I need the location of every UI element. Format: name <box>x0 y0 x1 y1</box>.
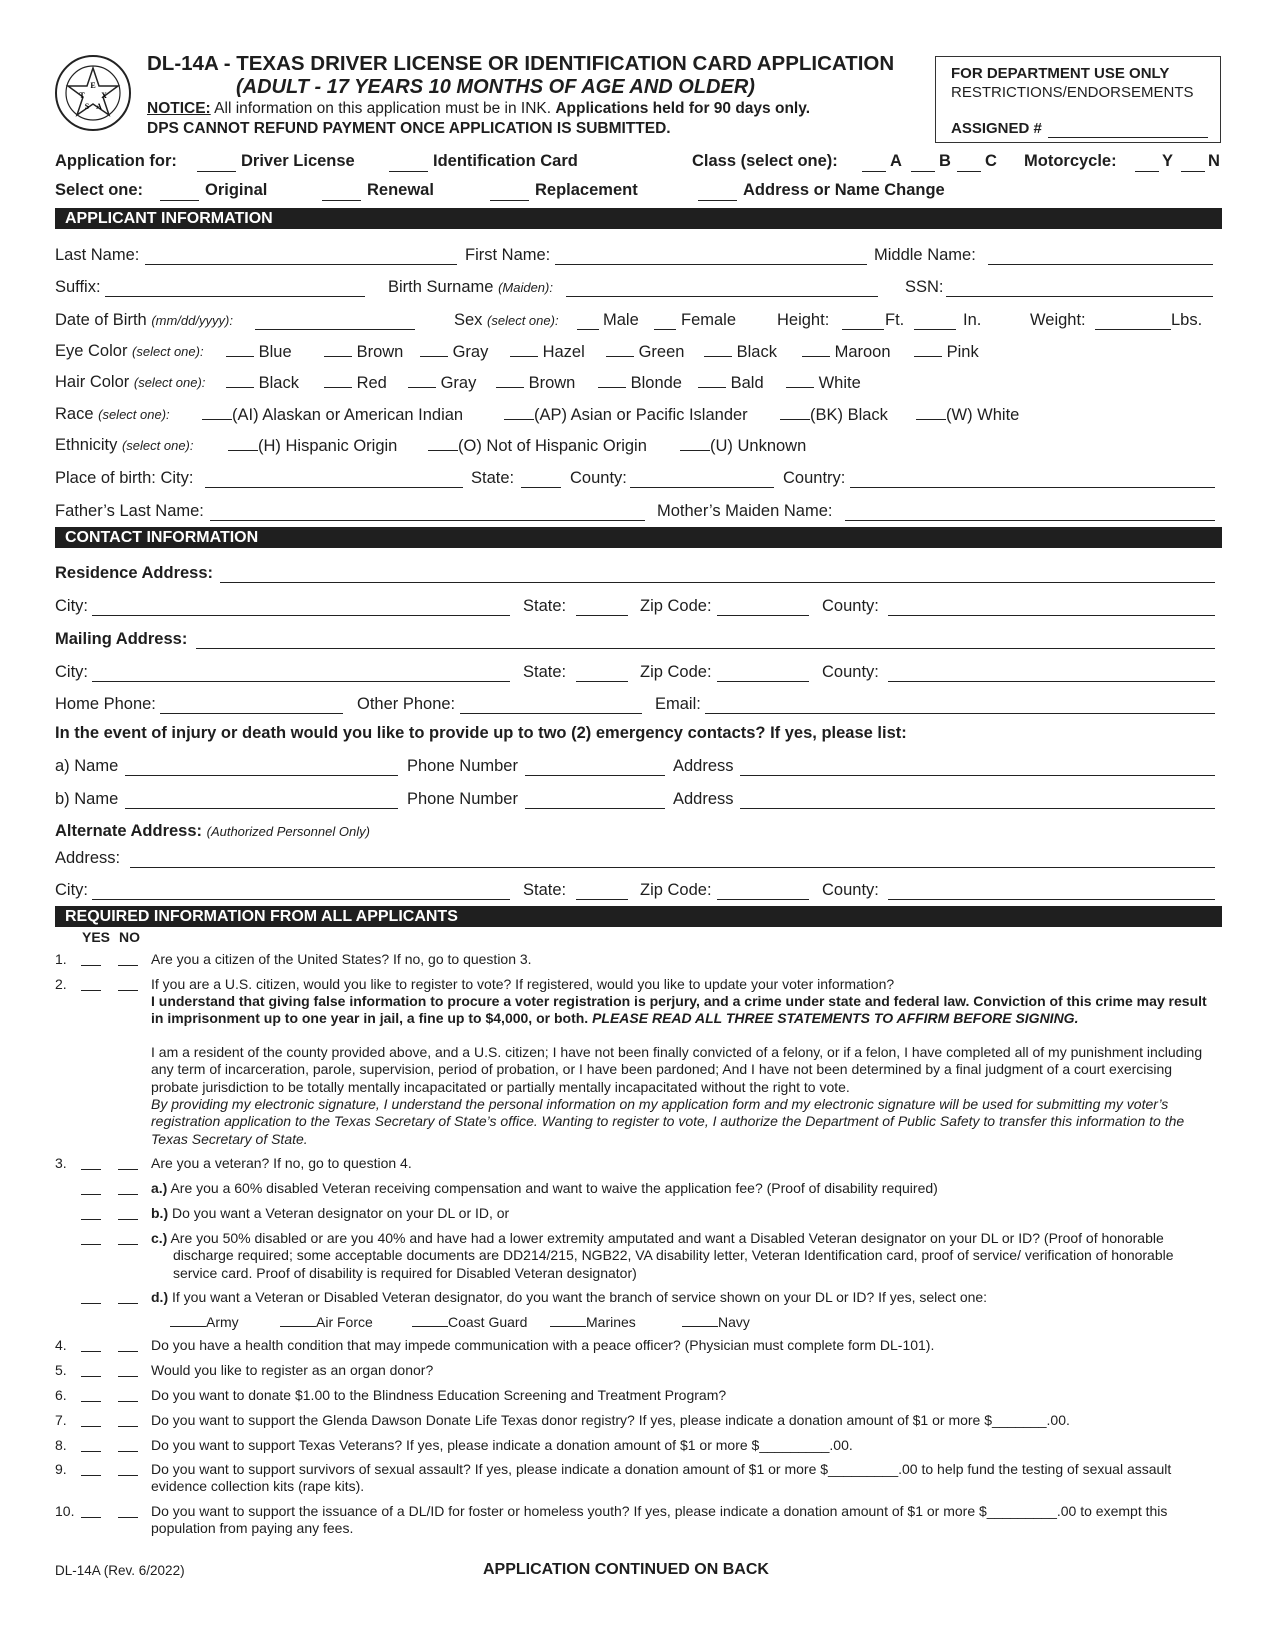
eye-green-check[interactable] <box>606 342 634 357</box>
ethnicity-row <box>55 436 194 455</box>
eye-hazel-check[interactable] <box>510 342 538 357</box>
contact-b-address-field[interactable] <box>740 791 1215 809</box>
driver-license-label: Driver License <box>241 152 355 170</box>
residence-field[interactable] <box>220 565 1215 583</box>
contact-a-phone-field[interactable] <box>525 758 665 776</box>
q5-text: Would you like to register as an organ donor? <box>151 1362 434 1378</box>
height-label: Height: <box>777 311 830 329</box>
q2-warning-italic: PLEASE READ ALL THREE STATEMENTS TO AFFIRM BEFORE SIGNING. <box>592 1010 1079 1027</box>
alt-address-field[interactable] <box>130 850 1215 868</box>
dob-label <box>55 311 233 330</box>
q2-esignature-statement: By providing my electronic signature, I understand the personal information on my application form and my electronic signature will be used for submitting my voter’s registration application to the Texas Secretary of State’s office. Wanting to register to vote, I authorize the Department of Public Safety to transfer this information to the Texas Secretary of State. <box>151 1096 1185 1147</box>
q3a-yes[interactable] <box>81 1180 101 1195</box>
q2-residency-statement: I am a resident of the county provided above, and a U.S. citizen; I have not been finally convicted of a felony, or if a felon, I have completed all of my punishment including any term of incarceration, parole, supervision, period of probation, or I have been pardoned; And I have not been determined by a final judgment of a court exercising probate jurisdiction to be totally mentally incapacitated or partially mentally incapacitated without the right to vote. <box>151 1044 1203 1095</box>
branch-option: Army <box>206 1314 239 1330</box>
q8-number: 8. <box>55 1437 67 1453</box>
contact-b-name-label: b) Name <box>55 790 119 808</box>
q3c-yes[interactable] <box>81 1230 101 1245</box>
eye-option: Hazel <box>542 343 585 361</box>
mail-county-label: County: <box>822 663 879 681</box>
ft-label: Ft. <box>885 311 905 329</box>
q3b-text <box>151 1205 1211 1222</box>
alt-address-note: (Authorized Personnel Only) <box>206 824 370 839</box>
hair-option: White <box>818 374 861 392</box>
q9-text: Do you want to support survivors of sexual assault? If yes, please indicate a donation amount of $1 or more $_________.00 to help fund the testing of sexual assault evidence collection kits (rape kits). <box>151 1461 1172 1495</box>
replacement-check[interactable] <box>490 183 529 201</box>
q2-warning <box>151 993 1211 1028</box>
notice-line <box>147 100 810 118</box>
assigned-line <box>1048 120 1208 138</box>
q3-no[interactable] <box>118 1155 138 1170</box>
hair-bald-check[interactable] <box>698 373 726 388</box>
hair-white-check[interactable] <box>786 373 814 388</box>
last-name-field[interactable] <box>145 247 457 265</box>
mail-county-field[interactable] <box>888 664 1215 682</box>
form-subtitle: (ADULT - 17 YEARS 10 MONTHS OF AGE AND OLDER) <box>236 76 755 98</box>
q9-yes[interactable] <box>81 1461 101 1476</box>
suffix-label: Suffix: <box>55 278 101 296</box>
eye-option: Brown <box>356 343 404 361</box>
hair-option: Black <box>258 374 299 392</box>
race-option: (W) White <box>946 406 1020 424</box>
race-ai-check[interactable] <box>202 405 232 420</box>
class-a-label: A <box>890 152 902 170</box>
dept-restrictions: RESTRICTIONS/ENDORSEMENTS <box>951 84 1194 101</box>
q10-number: 10. <box>55 1503 75 1519</box>
q3b-label: b.) <box>151 1205 169 1221</box>
q10-yes[interactable] <box>81 1503 101 1518</box>
home-phone-label: Home Phone: <box>55 695 156 713</box>
first-name-label: First Name: <box>465 246 551 264</box>
mailing-field[interactable] <box>196 631 1215 649</box>
contact-a-name-field[interactable] <box>125 758 398 776</box>
applicant-section-header: APPLICANT INFORMATION <box>55 208 1222 229</box>
alt-zip-label: Zip Code: <box>640 881 712 899</box>
hair-select-note: (select one): <box>133 375 206 390</box>
res-state-field[interactable] <box>576 598 628 616</box>
select-one-label: Select one: <box>55 181 144 199</box>
class-b-check[interactable] <box>911 154 935 172</box>
race-option: (AI) Alaskan or American Indian <box>232 406 464 424</box>
mail-zip-label: Zip Code: <box>640 663 712 681</box>
first-name-field[interactable] <box>555 247 867 265</box>
res-zip-label: Zip Code: <box>640 597 712 615</box>
hair-option: Gray <box>440 374 477 392</box>
q3a-no[interactable] <box>118 1180 138 1195</box>
race-w-check[interactable] <box>916 405 946 420</box>
pob-county-label: County: <box>570 469 627 487</box>
moto-n-check[interactable] <box>1181 154 1205 172</box>
alt-zip-field[interactable] <box>717 882 809 900</box>
ethnicity-select-note: (select one): <box>121 438 194 453</box>
alt-address-row <box>55 822 370 841</box>
q7-no[interactable] <box>118 1412 138 1427</box>
father-label: Father’s Last Name: <box>55 502 204 520</box>
q3-yes[interactable] <box>81 1155 101 1170</box>
eye-maroon-check[interactable] <box>802 342 830 357</box>
height-ft-field[interactable] <box>842 312 884 330</box>
pob-state-label: State: <box>471 469 515 487</box>
yes-column-header: YES <box>82 929 111 945</box>
q5-yes[interactable] <box>81 1362 101 1377</box>
dept-use-title: FOR DEPARTMENT USE ONLY <box>951 65 1170 82</box>
mail-city-label: City: <box>55 663 88 681</box>
svg-text:S: S <box>84 102 90 111</box>
q5-no[interactable] <box>118 1362 138 1377</box>
lbs-label: Lbs. <box>1171 311 1203 329</box>
q4-number: 4. <box>55 1337 67 1353</box>
eye-option: Green <box>638 343 685 361</box>
alt-county-label: County: <box>822 881 879 899</box>
q8-text: Do you want to support Texas Veterans? If yes, please indicate a donation amount of $1 or more $_________.00. <box>151 1437 853 1453</box>
q2-no[interactable] <box>118 976 138 991</box>
continued-notice: APPLICATION CONTINUED ON BACK <box>483 1561 769 1578</box>
alt-address-label: Alternate Address: <box>55 822 203 840</box>
mail-state-label: State: <box>523 663 567 681</box>
mother-label: Mother’s Maiden Name: <box>657 502 833 520</box>
q3b-no[interactable] <box>118 1205 138 1220</box>
hair-option: Brown <box>528 374 576 392</box>
race-ap-check[interactable] <box>504 405 534 420</box>
seal-icon <box>54 54 132 132</box>
contact-b-phone-field[interactable] <box>525 791 665 809</box>
eye-color-row <box>55 342 204 361</box>
hair-color-label: Hair Color <box>55 373 130 391</box>
q8-no[interactable] <box>118 1437 138 1452</box>
pob-city-field[interactable] <box>205 470 463 488</box>
birth-surname-field[interactable] <box>566 279 878 297</box>
hair-option: Bald <box>730 374 764 392</box>
maiden-text: (Maiden): <box>498 280 553 295</box>
q6-no[interactable] <box>118 1387 138 1402</box>
pob-country-label: Country: <box>783 469 846 487</box>
eye-gray-check[interactable] <box>420 342 448 357</box>
branch-marines-check[interactable] <box>550 1313 586 1327</box>
q7-text: Do you want to support the Glenda Dawson Donate Life Texas donor registry? If yes, please indicate a donation amount of $1 or more $_______.00. <box>151 1412 1070 1428</box>
dept-use-box <box>935 56 1221 143</box>
q7-yes[interactable] <box>81 1412 101 1427</box>
pob-state-field[interactable] <box>521 470 561 488</box>
class-a-check[interactable] <box>862 154 886 172</box>
middle-name-label: Middle Name: <box>874 246 976 264</box>
race-row <box>55 405 170 424</box>
class-c-label: C <box>985 152 997 170</box>
q1-no[interactable] <box>118 951 138 966</box>
hair-black-check[interactable] <box>226 373 254 388</box>
contact-b-phone-label: Phone Number <box>407 790 518 808</box>
dob-format: (mm/dd/yyyy): <box>151 313 233 328</box>
ssn-field[interactable] <box>946 279 1213 297</box>
q4-yes[interactable] <box>81 1337 101 1352</box>
branch-army-check[interactable] <box>170 1313 206 1327</box>
eye-option: Blue <box>258 343 292 361</box>
notice-text: All information on this application must be in INK. <box>210 100 556 117</box>
q2-warning-text: I understand that giving false information to procure a voter registration is perjury, and a crime under state and federal law. Conviction of this crime may result in imprisonment up to one year in jail, a fine up to $4,000, or both. <box>151 993 1207 1027</box>
last-name-label: Last Name: <box>55 246 140 264</box>
refund-notice: DPS CANNOT REFUND PAYMENT ONCE APPLICATION IS SUBMITTED. <box>147 120 671 137</box>
class-label: Class (select one): <box>692 152 838 170</box>
motorcycle-label: Motorcycle: <box>1024 152 1117 170</box>
branch-navy-check[interactable] <box>682 1313 718 1327</box>
other-phone-field[interactable] <box>460 696 642 714</box>
alt-county-field[interactable] <box>888 882 1215 900</box>
form-revision: DL-14A (Rev. 6/2022) <box>55 1563 185 1578</box>
svg-text:E: E <box>90 81 96 90</box>
suffix-field[interactable] <box>105 279 365 297</box>
contact-b-name-field[interactable] <box>125 791 398 809</box>
eth-u-check[interactable] <box>680 436 710 451</box>
q3d-text <box>151 1289 1211 1306</box>
q6-number: 6. <box>55 1387 67 1403</box>
res-state-label: State: <box>523 597 567 615</box>
class-c-check[interactable] <box>957 154 981 172</box>
q3c-text <box>151 1230 1211 1282</box>
eye-option: Pink <box>946 343 979 361</box>
q3a-text <box>151 1180 1211 1197</box>
eye-select-note: (select one): <box>132 344 204 359</box>
race-bk-check[interactable] <box>780 405 810 420</box>
branch-option: Marines <box>586 1314 636 1330</box>
branch-airforce-check[interactable] <box>280 1313 316 1327</box>
q1-text: Are you a citizen of the United States? If no, go to question 3. <box>151 951 532 967</box>
home-phone-field[interactable] <box>160 696 343 714</box>
q9-number: 9. <box>55 1461 67 1477</box>
q2-number: 2. <box>55 976 67 992</box>
res-city-field[interactable] <box>92 598 510 616</box>
race-option: (AP) Asian or Pacific Islander <box>534 406 748 424</box>
dept-assigned: ASSIGNED # <box>951 120 1042 137</box>
q4-text: Do you have a health condition that may impede communication with a peace officer? (Physician must complete form DL-101). <box>151 1337 935 1353</box>
alt-city-field[interactable] <box>92 882 510 900</box>
mail-city-field[interactable] <box>92 664 510 682</box>
form-title: DL-14A - TEXAS DRIVER LICENSE OR IDENTIFICATION CARD APPLICATION <box>147 52 895 75</box>
app-for-label: Application for: <box>55 152 177 170</box>
q6-yes[interactable] <box>81 1387 101 1402</box>
mother-field[interactable] <box>845 503 1215 521</box>
pob-county-field[interactable] <box>630 470 774 488</box>
female-label: Female <box>681 311 737 329</box>
q7-number: 7. <box>55 1412 67 1428</box>
class-b-label: B <box>939 152 951 170</box>
sex-label <box>454 311 559 330</box>
contact-a-address-label: Address <box>673 757 734 775</box>
branch-coastguard-check[interactable] <box>412 1313 448 1327</box>
q1-number: 1. <box>55 951 67 967</box>
original-label: Original <box>205 181 268 199</box>
contact-b-address-label: Address <box>673 790 734 808</box>
q3d-yes[interactable] <box>81 1289 101 1304</box>
renewal-label: Renewal <box>367 181 434 199</box>
eth-option: (U) Unknown <box>710 437 807 455</box>
notice-label: NOTICE: <box>147 100 211 117</box>
eye-brown-check[interactable] <box>324 342 352 357</box>
alt-city-label: City: <box>55 881 88 899</box>
contact-a-name-label: a) Name <box>55 757 119 775</box>
q2-yes[interactable] <box>81 976 101 991</box>
hair-red-check[interactable] <box>324 373 352 388</box>
pob-city-label: Place of birth: City: <box>55 469 194 487</box>
male-check[interactable] <box>577 312 599 330</box>
svg-text:X: X <box>101 91 107 100</box>
mailing-label: Mailing Address: <box>55 630 188 648</box>
father-field[interactable] <box>210 503 645 521</box>
other-phone-label: Other Phone: <box>357 695 456 713</box>
address-change-label: Address or Name Change <box>743 181 945 199</box>
contact-section-header: CONTACT INFORMATION <box>55 527 1222 548</box>
dob-field[interactable] <box>255 312 415 330</box>
moto-y-check[interactable] <box>1135 154 1159 172</box>
race-option: (BK) Black <box>810 406 888 424</box>
in-label: In. <box>963 311 982 329</box>
hair-gray-check[interactable] <box>408 373 436 388</box>
id-card-check[interactable] <box>389 154 428 172</box>
female-check[interactable] <box>654 312 676 330</box>
weight-field[interactable] <box>1095 312 1171 330</box>
eye-option: Gray <box>452 343 489 361</box>
contact-a-address-field[interactable] <box>740 758 1215 776</box>
eye-color-label: Eye Color <box>55 342 128 360</box>
hair-brown-check[interactable] <box>496 373 524 388</box>
hair-blonde-check[interactable] <box>598 373 626 388</box>
ssn-label: SSN: <box>905 278 944 296</box>
branch-option: Navy <box>718 1314 750 1330</box>
q10-no[interactable] <box>118 1503 138 1518</box>
hair-option: Blonde <box>630 374 682 392</box>
race-label: Race <box>55 405 94 423</box>
q3-text: Are you a veteran? If no, go to question 4. <box>151 1155 412 1171</box>
q4-no[interactable] <box>118 1337 138 1352</box>
svg-text:A: A <box>96 102 102 111</box>
q10-text: Do you want to support the issuance of a DL/ID for foster or homeless youth? If yes, please indicate a donation amount of $1 or more $_________.00 to exempt this population from paying any fees. <box>151 1503 1168 1537</box>
res-county-field[interactable] <box>888 598 1215 616</box>
no-column-header: NO <box>119 929 140 945</box>
q8-yes[interactable] <box>81 1437 101 1452</box>
email-label: Email: <box>655 695 701 713</box>
q2-text: If you are a U.S. citizen, would you like to register to vote? If registered, would you like to update your voter information? <box>151 976 895 992</box>
original-check[interactable] <box>160 183 199 201</box>
q3d-label: d.) <box>151 1289 169 1305</box>
q3-number: 3. <box>55 1155 67 1171</box>
res-city-label: City: <box>55 597 88 615</box>
alt-state-label: State: <box>523 881 567 899</box>
mail-zip-field[interactable] <box>717 664 809 682</box>
driver-license-check[interactable] <box>197 154 236 172</box>
emergency-prompt: In the event of injury or death would you like to provide up to two (2) emergency contacts? If yes, please list: <box>55 724 907 742</box>
eth-o-check[interactable] <box>428 436 458 451</box>
moto-y-label: Y <box>1162 152 1174 170</box>
eye-option: Maroon <box>834 343 891 361</box>
eth-option: (O) Not of Hispanic Origin <box>458 437 647 455</box>
res-county-label: County: <box>822 597 879 615</box>
renewal-check[interactable] <box>322 183 361 201</box>
alt-state-field[interactable] <box>576 882 628 900</box>
q1-yes[interactable] <box>81 951 101 966</box>
q3b-yes[interactable] <box>81 1205 101 1220</box>
ethnicity-options <box>228 436 806 456</box>
q3d-body: If you want a Veteran or Disabled Veteran designator, do you want the branch of service shown on your DL or ID? If yes, select one: <box>168 1289 988 1305</box>
residence-label: Residence Address: <box>55 564 214 582</box>
pob-country-field[interactable] <box>850 470 1215 488</box>
q3a-body: Are you a 60% disabled Veteran receiving compensation and want to waive the application fee? (Proof of disability required) <box>167 1180 938 1196</box>
q3c-body: Are you 50% disabled or are you 40% and have had a lower extremity amputated and want a Disabled Veteran designator on your DL or ID? (Proof of honorable discharge required; some acceptable documents are DD214/215, NGB22, VA disability letter, Veteran Identification card, proof of service/ verification of honorable service card. Proof of disability is required for Disabled Veteran designator) <box>167 1230 1174 1281</box>
sex-text: Sex <box>454 311 483 329</box>
middle-name-field[interactable] <box>988 247 1213 265</box>
eye-option: Black <box>736 343 777 361</box>
branch-option: Air Force <box>316 1314 373 1330</box>
q3a-label: a.) <box>151 1180 168 1196</box>
male-label: Male <box>603 311 639 329</box>
alt-address-field-label: Address: <box>55 849 121 867</box>
eye-black-check[interactable] <box>704 342 732 357</box>
svg-text:T: T <box>79 91 85 100</box>
branch-option: Coast Guard <box>448 1314 528 1330</box>
height-in-field[interactable] <box>914 312 956 330</box>
q9-no[interactable] <box>118 1461 138 1476</box>
eye-color-options <box>226 342 979 362</box>
hair-color-row <box>55 373 205 392</box>
mail-state-field[interactable] <box>576 664 628 682</box>
contact-a-phone-label: Phone Number <box>407 757 518 775</box>
weight-label: Weight: <box>1030 311 1086 329</box>
q5-number: 5. <box>55 1362 67 1378</box>
replacement-label: Replacement <box>535 181 638 199</box>
eth-option: (H) Hispanic Origin <box>258 437 398 455</box>
eth-h-check[interactable] <box>228 436 258 451</box>
id-card-label: Identification Card <box>433 152 578 170</box>
ethnicity-label: Ethnicity <box>55 436 118 454</box>
email-field[interactable] <box>705 696 1215 714</box>
q6-text: Do you want to donate $1.00 to the Blindness Education Screening and Treatment Program? <box>151 1387 727 1403</box>
notice-bold: Applications held for 90 days only. <box>555 100 810 117</box>
q3c-label: c.) <box>151 1230 168 1246</box>
moto-n-label: N <box>1208 152 1220 170</box>
eye-pink-check[interactable] <box>914 342 942 357</box>
hair-color-options <box>226 373 861 393</box>
sex-select-note: (select one): <box>487 313 559 328</box>
required-section-header: REQUIRED INFORMATION FROM ALL APPLICANTS <box>55 906 1222 927</box>
hair-option: Red <box>356 374 387 392</box>
res-zip-field[interactable] <box>717 598 809 616</box>
dps-seal <box>54 54 132 132</box>
q3c-no[interactable] <box>118 1230 138 1245</box>
q3d-no[interactable] <box>118 1289 138 1304</box>
q3b-body: Do you want a Veteran designator on your DL or ID, or <box>168 1205 510 1221</box>
birth-surname-label <box>388 278 553 297</box>
race-select-note: (select one): <box>98 407 170 422</box>
eye-blue-check[interactable] <box>226 342 254 357</box>
race-options <box>202 405 1019 425</box>
dob-text: Date of Birth <box>55 311 147 329</box>
branch-options <box>170 1313 750 1330</box>
birth-surname-text: Birth Surname <box>388 278 494 296</box>
address-change-check[interactable] <box>698 183 737 201</box>
